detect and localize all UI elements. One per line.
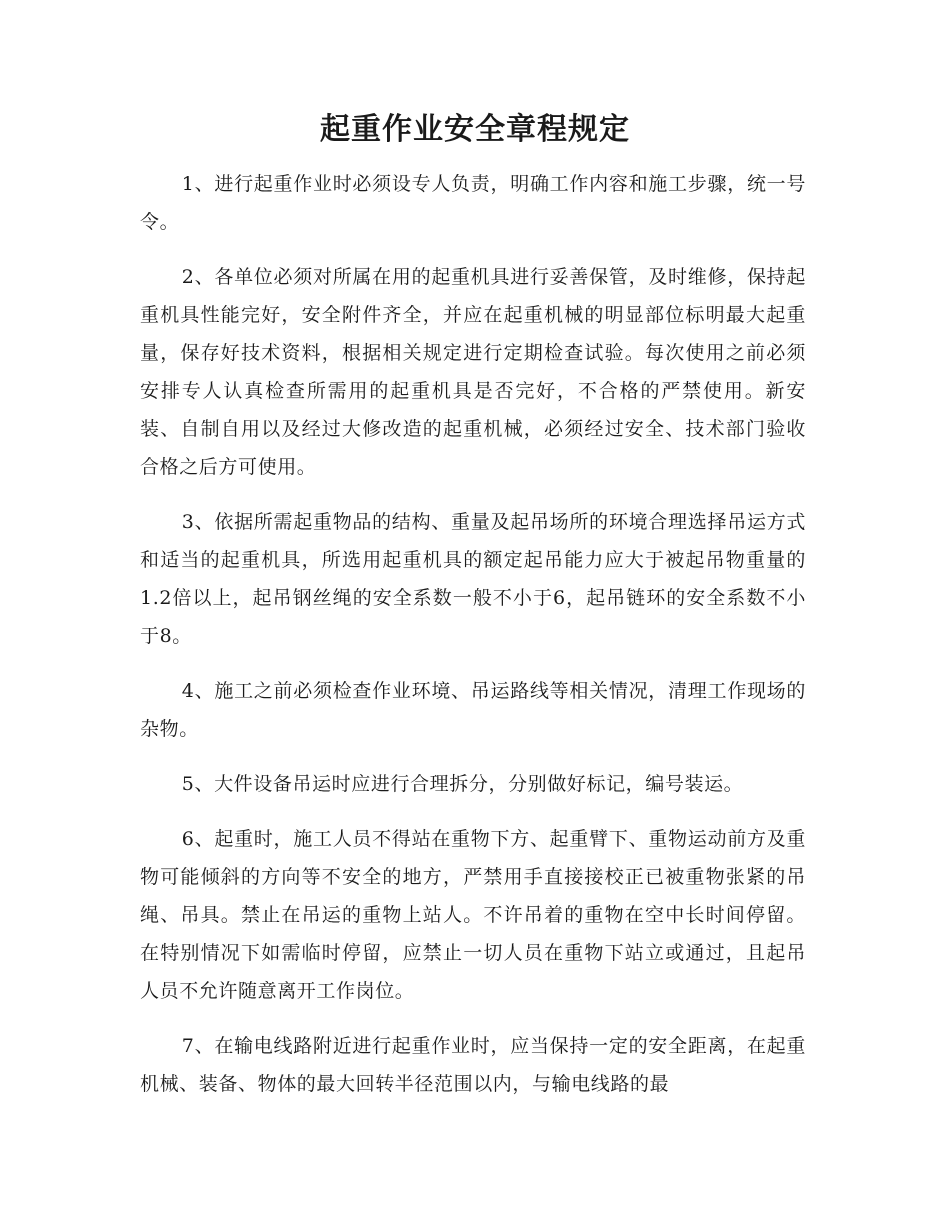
paragraph-1: 1、进行起重作业时必须设专人负责，明确工作内容和施工步骤，统一号令。	[140, 173, 806, 233]
paragraph-2: 2、各单位必须对所属在用的起重机具进行妥善保管，及时维修，保持起重机具性能完好，安全附件齐全，并应在起重机械的明显部位标明最大起重量，保存好技术资料，根据相关规定进行定期检查试验。每次使用之前必须安排专人认真检查所需用的起重机具是否完好，不合格的严禁使用。新安装、自制自用以及经过大修改造的起重机械，必须经过安全、技术部门验收合格之后方可使用。	[140, 266, 806, 478]
paragraph-3: 3、依据所需起重物品的结构、重量及起吊场所的环境合理选择吊运方式和适当的起重机具，所选用起重机具的额定起吊能力应大于被起吊物重量的1.2倍以上，起吊钢丝绳的安全系数一般不小于6，起吊链环的安全系数不小于8。	[140, 511, 806, 647]
paragraph-6: 6、起重时，施工人员不得站在重物下方、起重臂下、重物运动前方及重物可能倾斜的方向等不安全的地方，严禁用手直接接校正已被重物张紧的吊绳、吊具。禁止在吊运的重物上站人。不许吊着的重物在空中长时间停留。在特别情况下如需临时停留，应禁止一切人员在重物下站立或通过，且起吊人员不允许随意离开工作岗位。	[140, 828, 806, 1002]
document-body	[140, 165, 806, 1120]
document-title: 起重作业安全章程规定	[320, 112, 630, 147]
paragraph-4: 4、施工之前必须检查作业环境、吊运路线等相关情况，清理工作现场的杂物。	[140, 680, 806, 740]
paragraph-7: 7、在输电线路附近进行起重作业时，应当保持一定的安全距离，在起重机械、装备、物体的最大回转半径范围以内，与输电线路的最	[140, 1035, 806, 1095]
paragraph-5: 5、大件设备吊运时应进行合理拆分，分别做好标记，编号装运。	[181, 773, 744, 795]
